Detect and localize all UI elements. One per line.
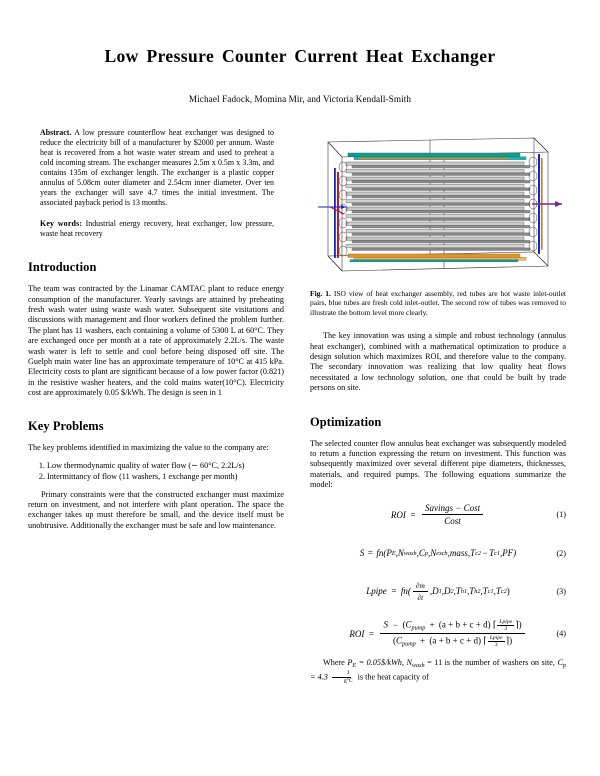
- two-column-body: [28, 128, 572, 685]
- eq1-equals: =: [409, 509, 416, 520]
- eq4-lpipe: Lpipe: [499, 619, 513, 626]
- figure-image: [310, 128, 566, 280]
- closing-pe-sub: E: [352, 662, 357, 670]
- figure-caption-text: ISO view of heat exchanger assembly, red tubes are hot waste inlet-outlet pairs, blue tubes are fresh cold inlet-outlet. The second row of tubes was removed to illustrate the bottom level more clearly.: [310, 289, 567, 317]
- optimization-paragraph: The selected counter flow annulus heat exchanger was subsequently modeled to return a function expressing the return on investment. This function was subsequently maximized over several different pipe diameters, thicknesses, materials, and required pumps. The following equations summarize the model:: [310, 438, 566, 490]
- eq2-tc2-sub: c2: [475, 549, 481, 557]
- eq3-fn: fn(: [400, 586, 411, 597]
- eq3-dt: ∂t: [417, 592, 424, 602]
- closing-val4: is the heat capacity of: [355, 672, 430, 682]
- eq3-th1-sub: h1: [460, 587, 468, 595]
- eq4-ceil-close: ⌉: [515, 620, 519, 630]
- eq3-tc1: T: [482, 586, 488, 597]
- eq3-tc2-sub: c2: [500, 587, 507, 595]
- eq2-pf: PF): [502, 548, 517, 559]
- eq2-cp-sub: p: [424, 549, 429, 557]
- eq4-abcd2: (a + b + c + d): [429, 636, 482, 646]
- eq3-dm: ∂m: [413, 581, 428, 592]
- eq2-pe: P: [386, 548, 392, 559]
- eq3-d1: D: [432, 586, 439, 597]
- eq4-cpump: C: [405, 620, 412, 630]
- closing-frac-top: J: [332, 670, 351, 678]
- eq4-three2: 3: [494, 642, 498, 649]
- eq3-d1-sub: 1: [438, 587, 442, 595]
- eq1-denominator: Cost: [444, 516, 461, 527]
- heat-exchanger-iso-drawing: [310, 128, 566, 280]
- right-column: [310, 128, 566, 685]
- equation-1: [310, 503, 566, 526]
- eq2-pe-sub: E: [391, 549, 396, 557]
- keywords-label: Key words:: [40, 219, 83, 229]
- key-problems-intro: The key problems identified in maximizing the value to the company are:: [28, 443, 269, 453]
- eq3-th2-sub: h2: [474, 587, 481, 595]
- eq4-abcd: (a + b + c + d): [438, 620, 491, 630]
- closing-where: Where: [323, 658, 348, 668]
- closing-val2: = 11 is the number of washers on site,: [424, 658, 558, 668]
- eq3-tc1-sub: c1: [487, 587, 494, 595]
- eq2-fn: fn(: [376, 548, 387, 559]
- eq2-nexch: N: [430, 548, 437, 559]
- innovation-paragraph: The key innovation was using a simple and robust technology (annulus heat exchanger), combined with a mathematical optimization to produce a design solution which maximizes ROI, and therefore value to the company. The secondary innovation was realizing that low quality heat flows necessitated a low technology solution, one that could be built by trade persons on site.: [310, 331, 566, 393]
- eq1-numerator: Savings − Cost: [422, 503, 483, 515]
- heading-introduction: Introduction: [28, 260, 97, 275]
- eq2-nwash: N: [397, 548, 404, 559]
- eq3-equals: =: [390, 586, 397, 597]
- eq4-equals: =: [368, 628, 375, 639]
- closing-heat-capacity-units: [329, 670, 355, 685]
- eq3-d2: D: [443, 586, 451, 597]
- list-item: 1. Low thermodynamic quality of water flow (∼ 60°C, 2.2L/s): [47, 461, 284, 471]
- equation-4: [310, 619, 566, 648]
- abstract-label: Abstract.: [40, 128, 72, 137]
- abstract-block: [28, 128, 284, 208]
- closing-nwash-sub: wash: [411, 662, 425, 670]
- figure-label: Fig. 1.: [310, 289, 331, 298]
- key-problems-list: [28, 461, 284, 483]
- page-title: Low Pressure Counter Current Heat Exchanger: [104, 46, 496, 66]
- eq4-numerator: $S - (C_{pump} + (a + b + c + d)$ ⌈ Lpipe 3 ⌉): [380, 619, 524, 634]
- eq1-fraction: [422, 503, 483, 526]
- eq3-lhs: Lpipe: [366, 586, 387, 597]
- eq3-tc2: T: [495, 586, 501, 597]
- closing-comma: ,: [401, 658, 407, 668]
- optimization-closing: [310, 658, 566, 685]
- eq3-number: (3): [556, 586, 566, 596]
- eq2-cp: C: [418, 548, 425, 559]
- closing-cp: C: [557, 658, 563, 668]
- eq2-tc1: T: [489, 548, 495, 559]
- eq4-fraction: [380, 619, 524, 648]
- keywords-block: [28, 219, 284, 239]
- key-problems-closing: Primary constraints were that the constructed exchanger must maximize return on investment, and not interfere with plant operation. The space the exchanger takes up must therefore be small, and the device itself must be unobtrusive. Additionally the exchanger must be safe and low maintenance.: [28, 489, 284, 530]
- eq4-denominator: ($C_{pump} + (a + b + c + d)$ ⌈ Lpipe 3 ⌉): [392, 635, 513, 649]
- eq4-lpipe2: Lpipe: [489, 635, 503, 642]
- introduction-paragraph: The team was contracted by the Linamar CAMTAC plant to reduce energy consumption of the manufacturer. Yearly savings are attained by preheating fresh wash water using waste wash water. Subsequent site visitations and discussions with management and floor workers defined the problem further. The plant has 11 washers, each containing a volume of 5300 L at 60°C. They are exchanged once per month at a rate of approximately 2.2L/s. The waste wash water is left to settle and cool before being disposed off site. The Guelph main water line has an approximate temperature of 10°C at 415 kPa. Electricity costs to plant are significant because of a low power factor (0.821) in the resistive washer heaters, and the cold mains water(10°C). Electricity cost are approximately 0.05 $/kWh. The design is seen in 1: [28, 284, 284, 398]
- closing-val1: = 0.05$/kWh: [356, 658, 402, 668]
- keywords-text: Industrial energy recovery, heat exchanger, low pressure, waste heat recovery: [40, 219, 274, 239]
- equation-2: S = fn( P E , N wash , C p , N exch , mass , T c2 − T c1 , PF) (2): [359, 548, 566, 559]
- heading-key-problems: Key Problems: [28, 419, 104, 434]
- eq3-derivative: [413, 581, 428, 602]
- eq2-nexch-sub: exch: [436, 549, 448, 557]
- eq1-number: (1): [556, 510, 566, 520]
- eq3-th2: T: [469, 586, 475, 597]
- eq4-cpump2-sub: pump: [402, 641, 416, 648]
- eq4-cpump2: C: [395, 636, 402, 646]
- eq4-ceil-open2: ⌈: [483, 636, 487, 646]
- eq1-lhs: ROI: [390, 509, 406, 520]
- equation-3: Lpipe = fn( $\frac{\partial m}{\partial t}$ , D 1 , D 2 , T h1 , T h2 , T c1 , T c2 ) (3): [366, 580, 566, 602]
- list-item: 2. Intermittancy of flow (11 washers, 1 exchange per month): [47, 472, 284, 482]
- eq4-cpump-sub: pump: [411, 625, 426, 632]
- eq2-number: (2): [556, 548, 566, 558]
- eq4-lhs: ROI: [349, 628, 365, 639]
- eq3-d2-sub: 2: [450, 587, 454, 595]
- left-column: [28, 128, 284, 685]
- author-list: Michael Fadock, Momina Mir, and Victoria Kendall-Smith: [188, 94, 412, 104]
- abstract-text: A low pressure counterflow heat exchanger was designed to reduce the electricity bill of a manufacturer by $2000 per annum. Waste heat is recovered from a hot waste water stream and used to preheat a cold incoming stream. The exchanger measures 2.5m x 0.5m x 3.3m, and contains 135m of exchanger length. The exchanger is a plastic copper annulus of 5.08cm outer diameter and 2.54cm inner diameter. Over ten years the exchanger will save 4.7 times the initial investment. The associated payback period is 13 months.: [40, 128, 274, 208]
- figure-caption: [310, 289, 566, 317]
- eq2-lhs: S: [359, 548, 365, 559]
- eq4-ceil-close2: ⌉: [505, 636, 510, 646]
- eq4-three: 3: [504, 626, 508, 633]
- eq4-minus: −: [392, 620, 399, 630]
- closing-cp-sub: p: [562, 662, 566, 670]
- eq4-s: S: [383, 620, 388, 630]
- eq2-minus: −: [482, 548, 489, 559]
- closing-pe: P: [347, 658, 353, 668]
- closing-frac-bot: g°C: [343, 678, 353, 685]
- heading-optimization: Optimization: [310, 414, 382, 429]
- closing-nwash: N: [406, 658, 412, 668]
- eq3-th1: T: [455, 586, 461, 597]
- eq2-nwash-sub: wash: [403, 549, 417, 557]
- eq4-ceil-open: ⌈: [492, 620, 497, 630]
- eq4-inner-fraction: [497, 619, 514, 632]
- eq2-mass: mass: [449, 548, 468, 559]
- eq4-number: (4): [556, 629, 566, 639]
- eq2-equals: =: [367, 548, 374, 559]
- closing-val3: = 4.3: [310, 672, 328, 682]
- eq4-inner-fraction2: [488, 635, 505, 648]
- eq2-tc2: T: [470, 548, 476, 559]
- eq2-tc1-sub: c1: [494, 549, 500, 557]
